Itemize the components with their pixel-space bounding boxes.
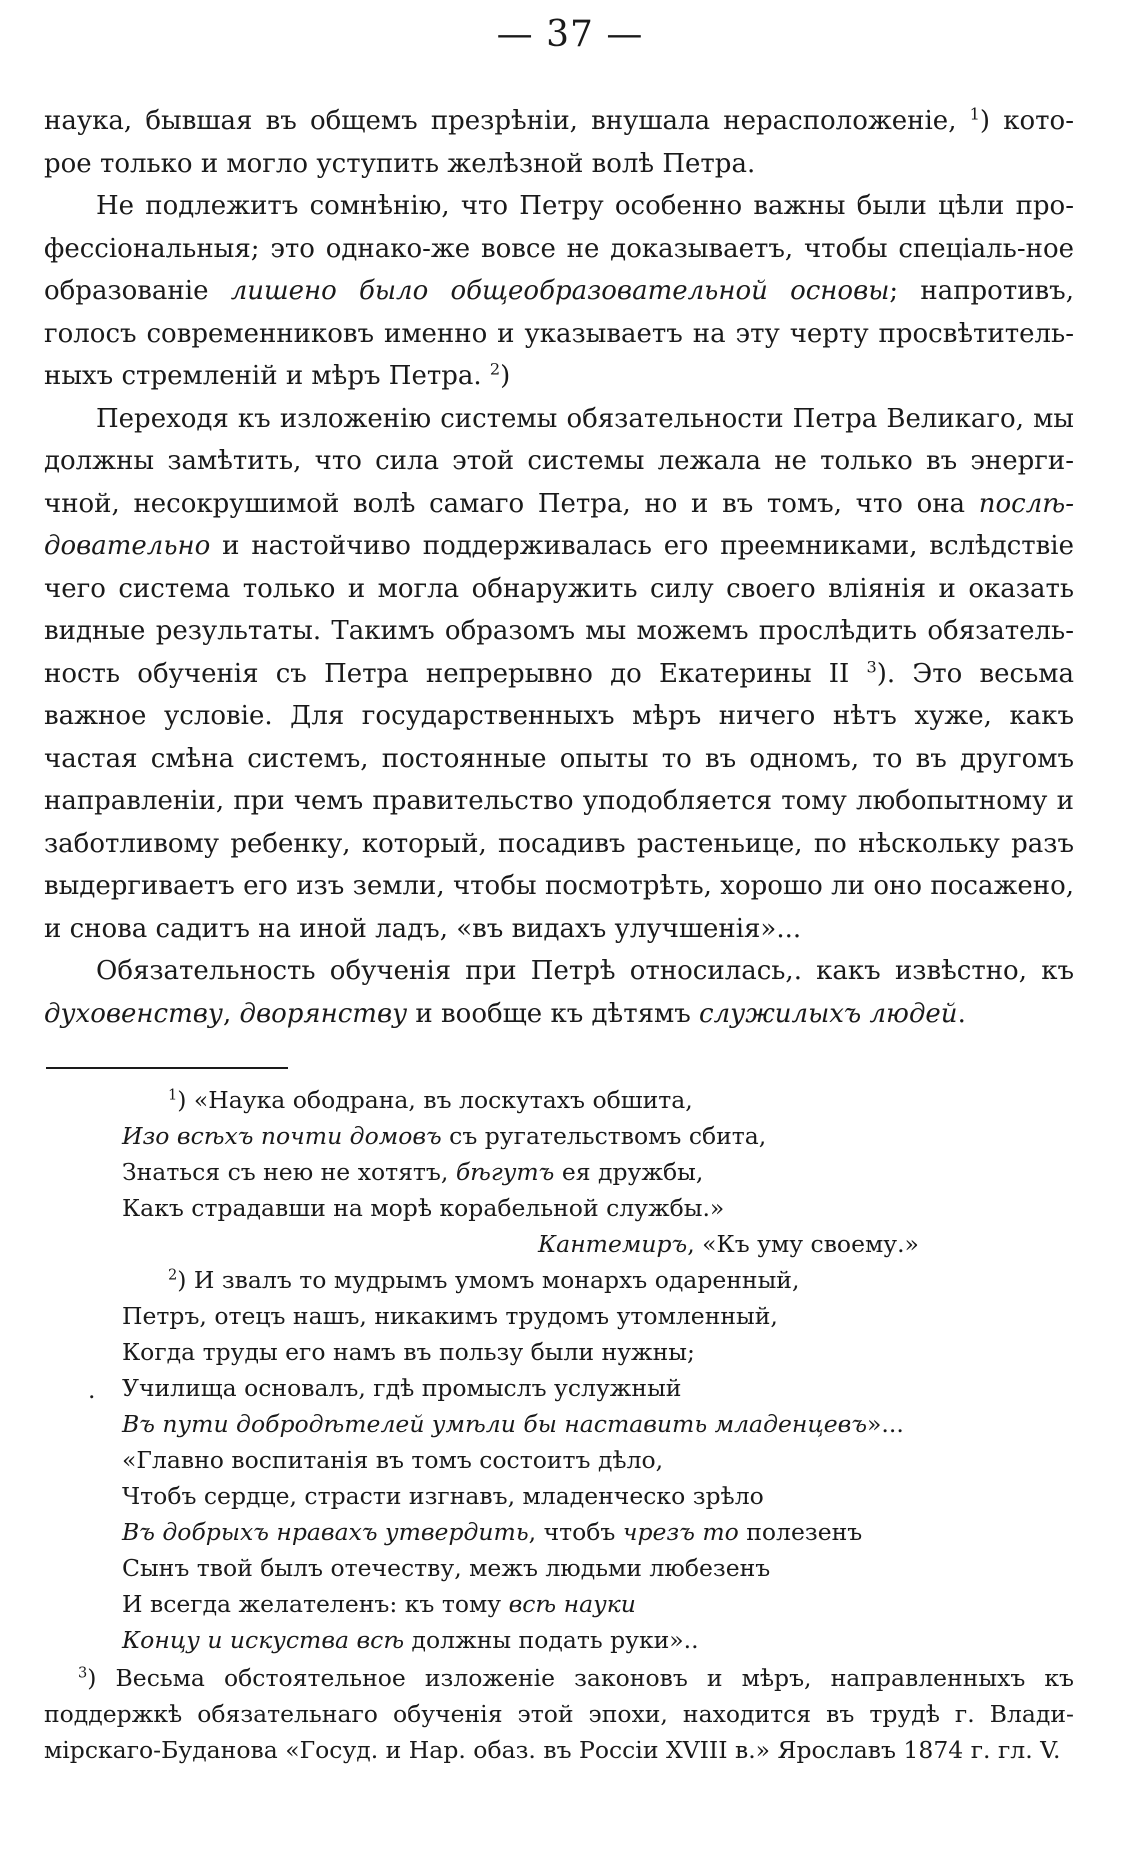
- verse-line: [0, 1586, 1140, 1622]
- page-number: — 37 —: [496, 14, 644, 55]
- emphasis: послѣ-довательно: [44, 488, 1074, 561]
- text: И всегда желателенъ: къ тому: [122, 1590, 509, 1618]
- verse-line: Сынъ твой былъ отечеству, межъ людьми любезенъ: [122, 1554, 771, 1582]
- footnote-ref-3[interactable]: 3: [866, 656, 877, 676]
- text: ) Весьма обстоятельное изложеніе законовъ и мѣръ, направленныхъ къ поддержкѣ обязательнаго обученія этой эпохи, находится въ трудѣ г. Влади-мірскаго-Буданова «Госуд. и Нар. обаз. въ Россіи XVIII в.» Ярославъ 1874 г. гл. V.: [44, 1664, 1074, 1764]
- emphasis: Концу и искуства всѣ: [122, 1626, 405, 1654]
- verse-line: Когда труды его намъ въ пользу были нужны;: [122, 1338, 695, 1366]
- verse-line: [0, 1262, 1140, 1298]
- emphasis: дворянству: [239, 998, 408, 1029]
- main-text: [44, 100, 1074, 1035]
- emphasis: всѣ науки: [508, 1590, 636, 1618]
- paragraph-1: [44, 100, 1074, 185]
- text: Училища основалъ, гдѣ промыслъ услужный: [122, 1374, 682, 1402]
- text: ): [500, 361, 511, 391]
- footnote-mark: 1: [168, 1086, 178, 1104]
- text: , «Къ уму своему.»: [687, 1230, 919, 1258]
- emphasis: бѣгутъ: [455, 1158, 555, 1186]
- stray-mark: .: [88, 1376, 96, 1404]
- text: наука, бывшая въ общемъ презрѣніи, внушала нерасположеніе,: [44, 106, 970, 136]
- text: ) «Наука ободрана, въ лоскутахъ обшита,: [177, 1086, 693, 1114]
- text: Переходя къ изложенію системы обязательности Петра Великаго, мы должны замѣтить, что сила этой системы лежала не только въ энерги-чной, несокрушимой волѣ самаго Петра, но и въ томъ, что она: [44, 403, 1074, 519]
- verse-line: [0, 1154, 1140, 1190]
- verse-line: [0, 1370, 1140, 1406]
- footnote-ref-1[interactable]: 1: [969, 104, 980, 124]
- verse-line: Чтобъ сердце, страсти изгнавъ, младенческо зрѣло: [122, 1482, 764, 1510]
- text: ) И звалъ то мудрымъ умомъ монархъ одаренный,: [177, 1266, 800, 1294]
- text: ) кото-рое только и могло уступить желѣзной волѣ Петра.: [44, 106, 1074, 179]
- text: ; напротивъ, голосъ современниковъ именно и указываетъ на эту черту просвѣтитель-ныхъ стремленій и мѣръ Петра.: [44, 276, 1074, 391]
- verse-line: [0, 1118, 1140, 1154]
- emphasis: Въ пути добродѣтелей умѣли бы наставить младенцевъ: [122, 1410, 867, 1438]
- emphasis: духовенству: [44, 998, 223, 1029]
- footnotes: [0, 1082, 1140, 1768]
- text: и вообще къ дѣтямъ: [407, 998, 700, 1029]
- text: ея дружбы,: [554, 1158, 704, 1186]
- verse-line: [0, 1514, 1140, 1550]
- text: ,: [222, 998, 240, 1029]
- attribution: [0, 1226, 1140, 1262]
- text: съ ругательствомъ сбита,: [441, 1122, 767, 1150]
- verse-line: Какъ страдавши на морѣ корабельной службы.»: [122, 1194, 725, 1222]
- emphasis: Въ добрыхъ нравахъ утвердить: [122, 1518, 529, 1546]
- verse-line: [0, 1082, 1140, 1118]
- text: »...: [867, 1410, 904, 1438]
- verse-line: «Главно воспитанія въ томъ состоитъ дѣло,: [122, 1446, 664, 1474]
- footnote-2: [0, 1262, 1140, 1658]
- emphasis: чрезъ то: [622, 1518, 739, 1546]
- footnote-divider: [46, 1067, 288, 1069]
- text: полезенъ: [738, 1518, 863, 1546]
- paragraph-4: [44, 950, 1074, 1035]
- footnote-text: [44, 1660, 1074, 1768]
- verse-line: [0, 1622, 1140, 1658]
- verse-line: [0, 1406, 1140, 1442]
- text: Обязательность обученія при Петрѣ относилась,. какъ извѣстно, къ: [96, 956, 1074, 986]
- text: Знаться съ нею не хотятъ,: [122, 1158, 456, 1186]
- text: и настойчиво поддерживалась его преемниками, вслѣдствіе чего система только и могла обнаружить силу своего вліянія и оказать видные результаты. Такимъ образомъ мы можемъ прослѣдить обязатель-ность обученія съ Петра непрерывно до Екатерины II: [44, 531, 1074, 689]
- text: ). Это весьма важное условіе. Для государственныхъ мѣръ ничего нѣтъ хуже, какъ частая смѣна системъ, постоянные опыты то въ одномъ, то въ другомъ направленіи, при чемъ правительство уподобляется тому любопытному и заботливому ребенку, который, посадивъ растеньице, по нѣскольку разъ выдергиваетъ его изъ земли, чтобы посмотрѣть, хорошо ли оно посажено, и снова садитъ на иной ладъ, «въ видахъ улучшенія»...: [44, 658, 1074, 944]
- paragraph-3: [44, 398, 1074, 951]
- text: Не подлежитъ сомнѣнію, что Петру особенно важны были цѣли про-фессіональныя; это однако-же вовсе не доказываетъ, чтобы спеціаль-ное образованіе: [44, 191, 1074, 306]
- footnote-3: [0, 1660, 1074, 1768]
- emphasis: Изо всѣхъ почти домовъ: [122, 1122, 442, 1150]
- author: Кантемиръ: [538, 1230, 688, 1258]
- footnote-ref-2[interactable]: 2: [489, 359, 501, 379]
- footnote-mark: 2: [168, 1266, 178, 1284]
- text: .: [957, 998, 966, 1029]
- footnote-mark: 3: [78, 1664, 88, 1682]
- paragraph-2: [44, 185, 1074, 398]
- emphasis: лишено было общеобразовательной основы: [230, 276, 890, 306]
- footnote-1: [0, 1082, 1140, 1262]
- text: , чтобъ: [528, 1518, 623, 1546]
- verse-line: Петръ, отецъ нашъ, никакимъ трудомъ утомленный,: [122, 1302, 778, 1330]
- text: должны подать руки»..: [404, 1626, 699, 1654]
- emphasis: служилыхъ людей: [699, 998, 958, 1029]
